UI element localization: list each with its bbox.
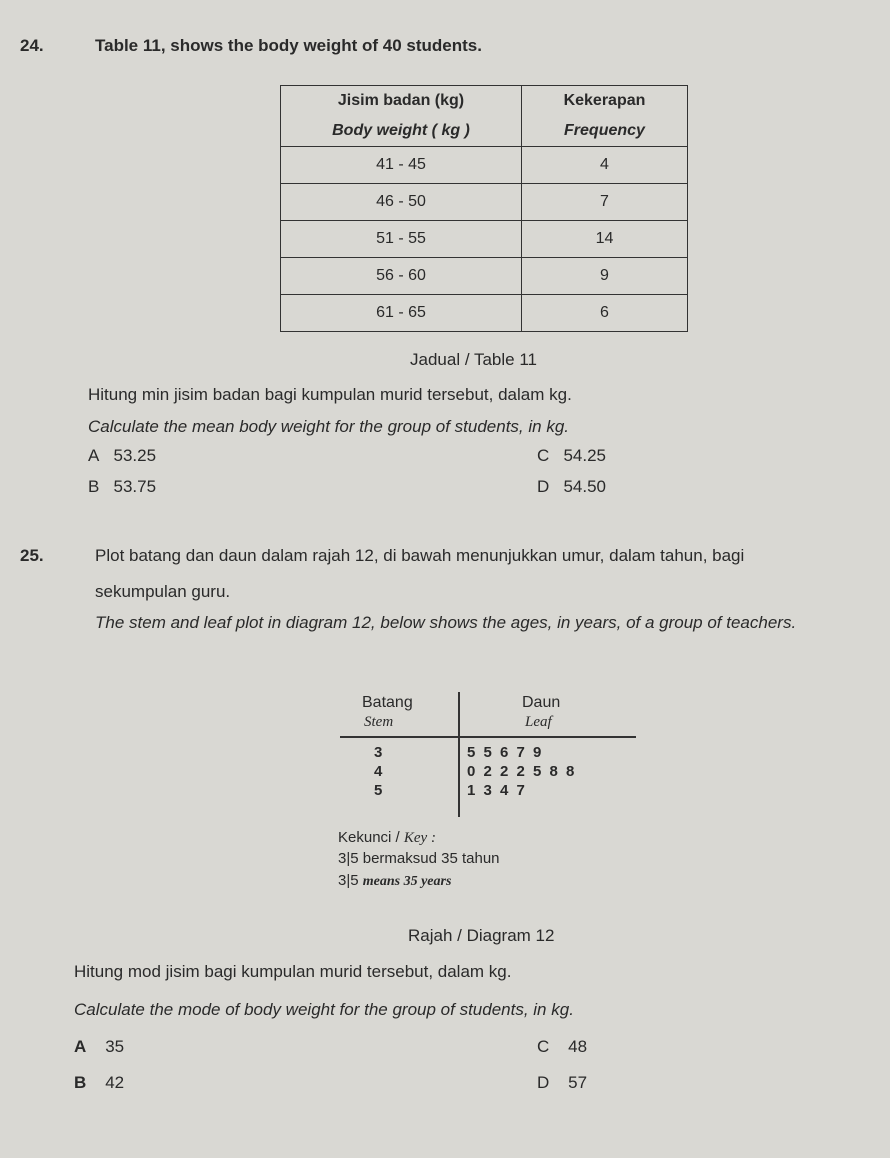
divider-vertical xyxy=(458,692,460,817)
q25-prompt-ms: Hitung mod jisim bagi kumpulan murid tersebut, dalam kg. xyxy=(74,962,512,981)
stem-header-en: Stem xyxy=(364,714,394,730)
key-ms: 3|5 bermaksud 35 tahun xyxy=(338,850,500,867)
q25-option-a[interactable]: A 35 xyxy=(74,1037,125,1056)
option-value: 54.50 xyxy=(563,477,606,496)
freq-cell: 6 xyxy=(522,295,688,332)
q25-option-d[interactable]: D 57 xyxy=(537,1073,588,1092)
q25-text-ms-2: sekumpulan guru. xyxy=(95,582,231,601)
key-label-en: Key : xyxy=(403,830,436,846)
q24-number: 24. xyxy=(20,36,44,55)
freq-cell: 14 xyxy=(522,221,688,258)
q24-option-c[interactable]: C 54.25 xyxy=(537,446,606,465)
leaf-values: 0 2 2 2 5 8 8 xyxy=(467,763,575,780)
table-row xyxy=(281,221,688,258)
range-cell: 41 - 45 xyxy=(281,147,522,184)
option-value: 35 xyxy=(105,1037,125,1056)
q24-option-d[interactable]: D 54.50 xyxy=(537,477,606,496)
range-cell: 51 - 55 xyxy=(281,221,522,258)
divider-horizontal xyxy=(340,736,636,738)
q25-number: 25. xyxy=(20,546,44,565)
range-cell: 61 - 65 xyxy=(281,295,522,332)
q24-option-b[interactable]: B 53.75 xyxy=(88,477,157,496)
table-row xyxy=(281,147,688,184)
stem-header-ms: Batang xyxy=(362,694,413,711)
q25-option-b[interactable]: B 42 xyxy=(74,1073,125,1092)
key-label xyxy=(338,829,436,847)
stem-value: 3 xyxy=(374,744,383,761)
q24-prompt-ms: Hitung min jisim badan bagi kumpulan murid tersebut, dalam kg. xyxy=(88,385,572,404)
option-value: 57 xyxy=(568,1073,588,1092)
key-en-prefix: 3|5 xyxy=(338,872,363,889)
header-freq-en: Frequency xyxy=(522,116,688,147)
table-row xyxy=(281,258,688,295)
key-en xyxy=(338,872,451,890)
q24-option-a[interactable]: A 53.25 xyxy=(88,446,157,465)
header-weight-en: Body weight ( kg ) xyxy=(281,116,522,147)
table-caption: Jadual / Table 11 xyxy=(410,350,537,369)
freq-cell: 7 xyxy=(522,184,688,221)
weight-table xyxy=(280,85,688,332)
option-value: 48 xyxy=(568,1037,588,1056)
q25-text-ms-1: Plot batang dan daun dalam rajah 12, di bawah menunjukkan umur, dalam tahun, bagi xyxy=(95,546,745,565)
option-value: 53.75 xyxy=(113,477,157,496)
option-value: 42 xyxy=(105,1073,125,1092)
stem-value: 5 xyxy=(374,782,383,799)
q25-option-c[interactable]: C 48 xyxy=(537,1037,588,1056)
key-en-text: means 35 years xyxy=(362,874,452,889)
q24-prompt-en: Calculate the mean body weight for the group of students, in kg. xyxy=(88,417,570,436)
q25-prompt-en: Calculate the mode of body weight for the group of students, in kg. xyxy=(74,1000,574,1019)
option-value: 53.25 xyxy=(113,446,157,465)
header-freq-ms: Kekerapan xyxy=(522,86,688,117)
table-row xyxy=(281,295,688,332)
leaf-header-ms: Daun xyxy=(522,694,561,711)
stem-leaf-plot xyxy=(340,690,640,820)
stem-value: 4 xyxy=(374,763,383,780)
range-cell: 46 - 50 xyxy=(281,184,522,221)
header-weight-ms: Jisim badan (kg) xyxy=(281,86,522,117)
freq-cell: 9 xyxy=(522,258,688,295)
table-row xyxy=(281,184,688,221)
q25-text-en: The stem and leaf plot in diagram 12, below shows the ages, in years, of a group of teachers. xyxy=(95,613,797,632)
leaf-header-en: Leaf xyxy=(525,714,552,730)
key-label-ms: Kekunci / xyxy=(338,829,404,846)
leaf-values: 1 3 4 7 xyxy=(467,782,525,799)
diagram-caption: Rajah / Diagram 12 xyxy=(408,926,555,945)
option-value: 54.25 xyxy=(563,446,606,465)
range-cell: 56 - 60 xyxy=(281,258,522,295)
q24-text: Table 11, shows the body weight of 40 students. xyxy=(95,36,482,55)
leaf-values: 5 5 6 7 9 xyxy=(467,744,542,761)
freq-cell: 4 xyxy=(522,147,688,184)
